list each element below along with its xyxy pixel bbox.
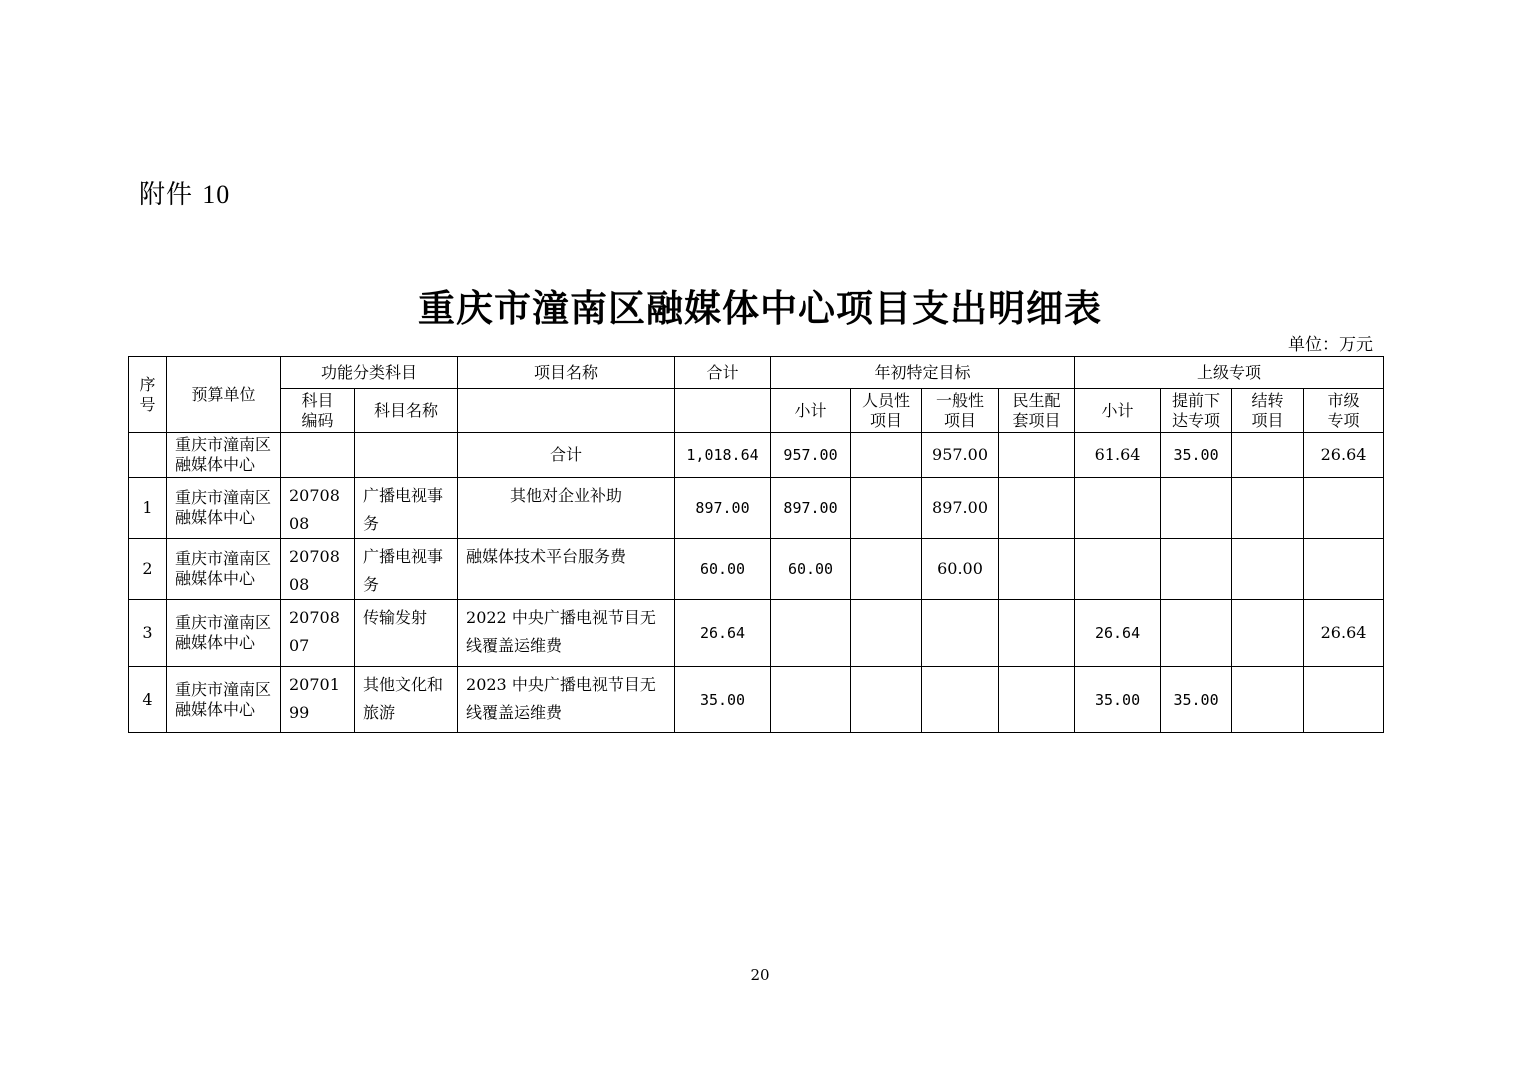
total-project-name: 合计: [458, 433, 675, 478]
row-subject-code: 20708 08: [281, 539, 355, 600]
row-budget-unit: 重庆市潼南区融媒体中心: [167, 539, 281, 600]
header-year-specific-target: 年初特定目标: [771, 357, 1075, 389]
total-municipal: 26.64: [1304, 433, 1384, 478]
row-subject-name: 广播电视事务: [355, 478, 458, 539]
row-personnel: [851, 667, 922, 733]
attachment-number: 10: [202, 180, 231, 209]
row-total: 26.64: [675, 600, 771, 667]
header-budget-unit: 预算单位: [167, 357, 281, 433]
unit-label: 单位：万元: [1288, 335, 1373, 355]
header-subject-code: 科目编码: [281, 389, 355, 433]
total-amount: 1,018.64: [675, 433, 771, 478]
total-personnel: [851, 433, 922, 478]
header-carryover-project: 结转项目: [1232, 389, 1304, 433]
row-subject-name: 传输发射: [355, 600, 458, 667]
header-total-blank: [675, 389, 771, 433]
row-personnel: [851, 478, 922, 539]
row-general: 897.00: [922, 478, 999, 539]
row-general: [922, 600, 999, 667]
total-advance: 35.00: [1161, 433, 1232, 478]
row-municipal: [1304, 667, 1384, 733]
row-carryover: [1232, 539, 1304, 600]
row-advance: [1161, 600, 1232, 667]
header-livelihood-project: 民生配套项目: [999, 389, 1075, 433]
total-general: 957.00: [922, 433, 999, 478]
row-year-subtotal: 60.00: [771, 539, 851, 600]
row-budget-unit: 重庆市潼南区融媒体中心: [167, 600, 281, 667]
expenditure-detail-table: [128, 356, 1384, 733]
header-general-project: 一般性项目: [922, 389, 999, 433]
row-carryover: [1232, 667, 1304, 733]
row-year-subtotal: [771, 600, 851, 667]
header-superior-special: 上级专项: [1075, 357, 1384, 389]
attachment-label: [139, 174, 230, 211]
row-year-subtotal: 897.00: [771, 478, 851, 539]
row-advance: 35.00: [1161, 667, 1232, 733]
table-row: [129, 539, 1384, 600]
table-row: [129, 600, 1384, 667]
header-row-2: [129, 389, 1384, 433]
header-municipal-special: 市级专项: [1304, 389, 1384, 433]
row-livelihood: [999, 667, 1075, 733]
row-total: 897.00: [675, 478, 771, 539]
row-advance: [1161, 478, 1232, 539]
row-personnel: [851, 600, 922, 667]
row-subject-name: 广播电视事务: [355, 539, 458, 600]
row-personnel: [851, 539, 922, 600]
row-total: 60.00: [675, 539, 771, 600]
total-subject-name: [355, 433, 458, 478]
row-livelihood: [999, 539, 1075, 600]
row-livelihood: [999, 600, 1075, 667]
header-project-name-blank: [458, 389, 675, 433]
row-livelihood: [999, 478, 1075, 539]
total-row: [129, 433, 1384, 478]
row-budget-unit: 重庆市潼南区融媒体中心: [167, 667, 281, 733]
header-seq: 序号: [129, 357, 167, 433]
row-municipal: 26.64: [1304, 600, 1384, 667]
header-year-subtotal: 小计: [771, 389, 851, 433]
row-subject-code: 20708 08: [281, 478, 355, 539]
row-superior-subtotal: 26.64: [1075, 600, 1161, 667]
table-row: [129, 667, 1384, 733]
attachment-label-text: 附件: [139, 180, 194, 210]
table-row: [129, 478, 1384, 539]
header-personnel-project: 人员性项目: [851, 389, 922, 433]
row-year-subtotal: [771, 667, 851, 733]
row-general: 60.00: [922, 539, 999, 600]
row-carryover: [1232, 478, 1304, 539]
row-superior-subtotal: [1075, 478, 1161, 539]
row-municipal: [1304, 539, 1384, 600]
row-superior-subtotal: [1075, 539, 1161, 600]
row-seq: 2: [129, 539, 167, 600]
row-project-name: 融媒体技术平台服务费: [458, 539, 675, 600]
row-carryover: [1232, 600, 1304, 667]
total-year-subtotal: 957.00: [771, 433, 851, 478]
header-superior-subtotal: 小计: [1075, 389, 1161, 433]
row-project-name: 其他对企业补助: [458, 478, 675, 539]
row-budget-unit: 重庆市潼南区融媒体中心: [167, 478, 281, 539]
row-project-name: 2023 中央广播电视节目无线覆盖运维费: [458, 667, 675, 733]
row-subject-code: 20708 07: [281, 600, 355, 667]
total-seq: [129, 433, 167, 478]
header-functional-classification: 功能分类科目: [281, 357, 458, 389]
row-seq: 1: [129, 478, 167, 539]
total-superior-subtotal: 61.64: [1075, 433, 1161, 478]
row-advance: [1161, 539, 1232, 600]
total-subject-code: [281, 433, 355, 478]
row-subject-code: 20701 99: [281, 667, 355, 733]
total-livelihood: [999, 433, 1075, 478]
row-municipal: [1304, 478, 1384, 539]
row-seq: 4: [129, 667, 167, 733]
row-general: [922, 667, 999, 733]
header-row-1: [129, 357, 1384, 389]
row-total: 35.00: [675, 667, 771, 733]
header-subject-name: 科目名称: [355, 389, 458, 433]
header-total: 合计: [675, 357, 771, 389]
row-subject-name: 其他文化和旅游: [355, 667, 458, 733]
header-project-name: 项目名称: [458, 357, 675, 389]
document-title: 重庆市潼南区融媒体中心项目支出明细表: [418, 286, 1102, 330]
row-project-name: 2022 中央广播电视节目无线覆盖运维费: [458, 600, 675, 667]
page-number: 20: [750, 966, 770, 984]
total-budget-unit: 重庆市潼南区融媒体中心: [167, 433, 281, 478]
header-advance-special: 提前下达专项: [1161, 389, 1232, 433]
row-superior-subtotal: 35.00: [1075, 667, 1161, 733]
row-seq: 3: [129, 600, 167, 667]
total-carryover: [1232, 433, 1304, 478]
